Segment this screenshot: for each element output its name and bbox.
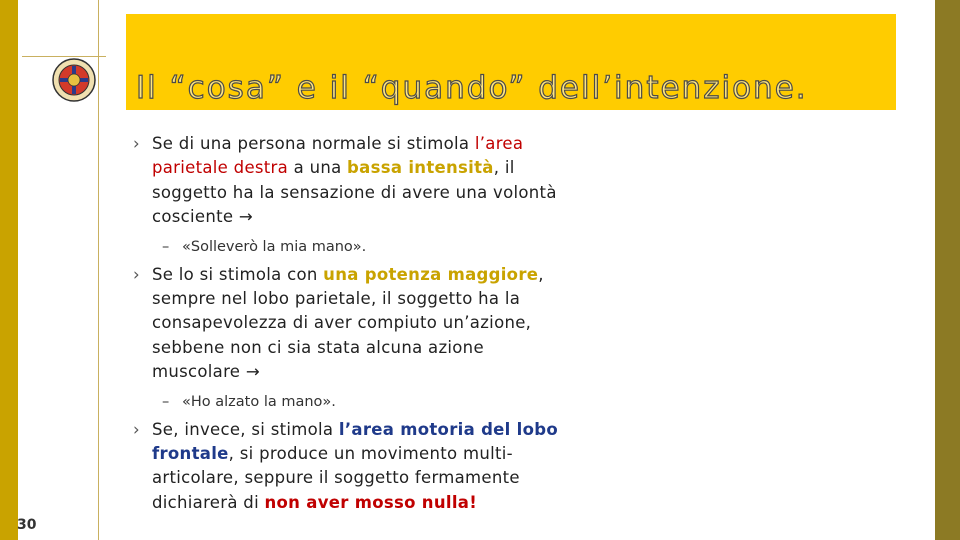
highlight-gold: bassa intensità [347, 158, 494, 178]
vertical-divider [98, 0, 99, 540]
dash-icon: – [162, 393, 170, 410]
list-item: › Se, invece, si stimola l’area motoria del lobo frontale, si produce un movimento multi-articolare, seppure il soggetto fermamente dichiarerà di non aver mosso nulla! [133, 419, 559, 512]
arrow-right-icon: → [238, 207, 254, 227]
slide-number: 30 [17, 517, 37, 533]
sub-list-item: – «Solleverò la mia mano». [162, 238, 367, 255]
list-item: › Se di una persona normale si stimola l’area parietale destra a una bassa intensità, il soggetto ha la sensazione di avere una volontà cosciente → [133, 134, 557, 227]
sub-list-item: – «Ho alzato la mano». [162, 393, 336, 410]
highlight-red: non aver mosso nulla! [264, 492, 478, 512]
chevron-right-icon: › [133, 264, 140, 284]
chevron-right-icon: › [133, 419, 140, 439]
arrow-right-icon: → [245, 362, 260, 382]
list-item: › Se lo si stimola con una potenza maggiore, sempre nel lobo parietale, il soggetto ha la consapevolezza di aver compiuto un’azione, sebbene non ci sia stata alcuna azione muscolare → [133, 264, 544, 382]
chevron-right-icon: › [133, 134, 140, 153]
university-seal-icon [50, 57, 98, 103]
right-accent-band [935, 0, 960, 540]
dash-icon: – [162, 238, 170, 255]
slide-body [130, 132, 570, 515]
highlight-red: l’area parietale destra [152, 134, 524, 178]
left-accent-band [0, 0, 18, 540]
highlight-blue: l’area motoria del lobo frontale [152, 419, 559, 464]
highlight-gold: una potenza maggiore [323, 264, 539, 284]
page-title: Il “cosa” e il “quando” dell’intenzione. [136, 70, 808, 106]
